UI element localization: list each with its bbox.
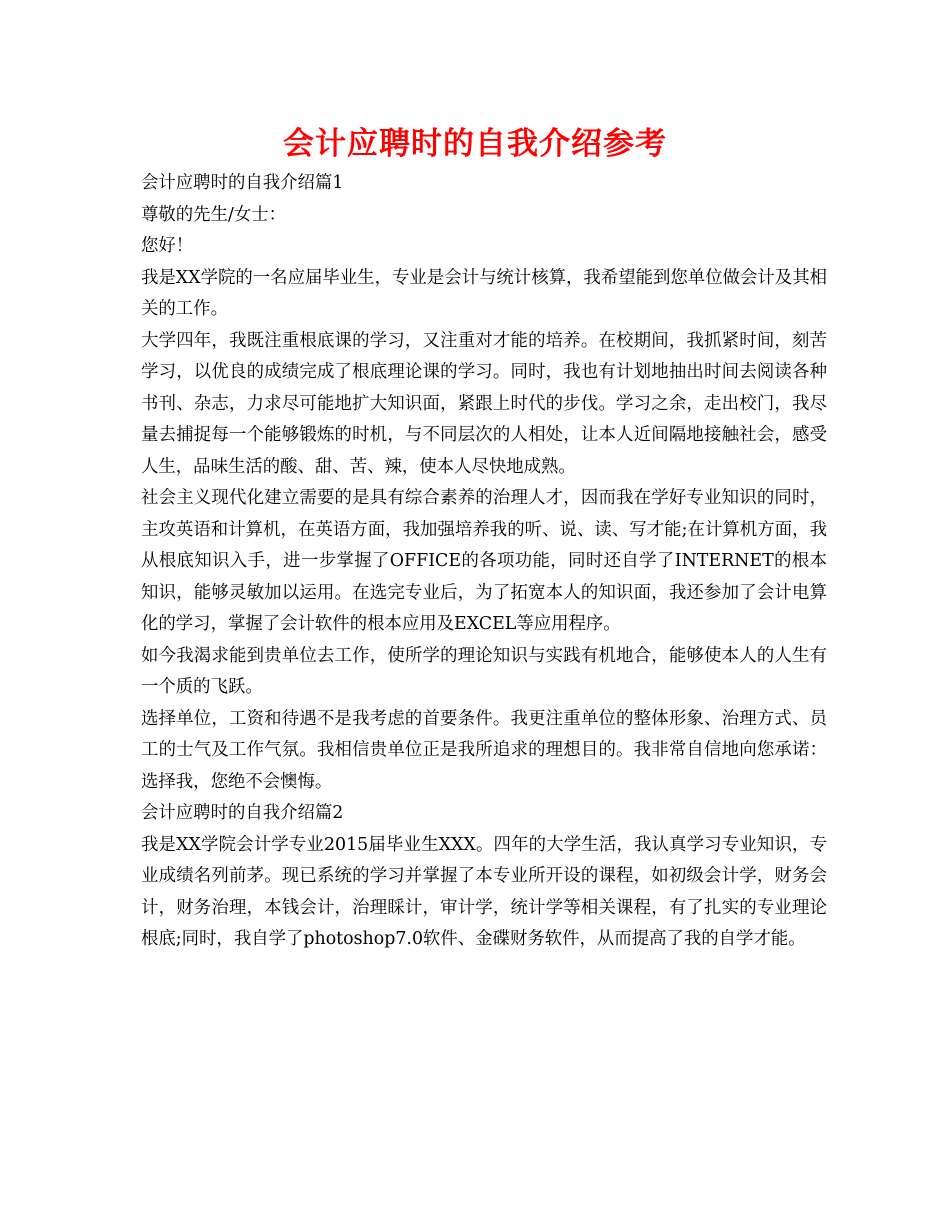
paragraph: 我是XX学院的一名应届毕业生，专业是会计与统计核算，我希望能到您单位做会计及其相关的工作。 [141,267,827,319]
greeting: 您好！ [141,236,194,256]
paragraph: 大学四年，我既注重根底课的学习，又注重对才能的培养。在校期间，我抓紧时间，刻苦学习，以优良的成绩完成了根底理论课的学习。同时，我也有计划地抽出时间去阅读各种书刊、杂志，力求尽可能地扩大知识面，紧跟上时代的步伐。学习之余，走出校门，我尽量去捕捉每一个能够锻炼的时机，与不同层次的人相处，让本人近间隔地接触社会，感受人生，品味生活的酸、甜、苦、辣，使本人尽快地成熟。 [141,330,827,477]
section-heading-1: 会计应聘时的自我介绍篇1 [141,173,344,193]
paragraph: 社会主义现代化建立需要的是具有综合素养的治理人才，因而我在学好专业知识的同时，主攻英语和计算机，在英语方面，我加强培养我的听、说、读、写才能;在计算机方面，我从根底知识入手，进一步掌握了OFFICE的各项功能，同时还自学了INTERNET的根本知识，能够灵敏加以运用。在选完专业后，为了拓宽本人的知识面，我还参加了会计电算化的学习，掌握了会计软件的根本应用及EXCEL等应用程序。 [141,488,827,634]
document-title: 会计应聘时的自我介绍参考 [283,126,667,162]
salutation: 尊敬的先生/女士： [141,204,286,225]
paragraph: 选择单位，工资和待遇不是我考虑的首要条件。我更注重单位的整体形象、治理方式、员工的士气及工作气氛。我相信贵单位正是我所追求的理想目的。我非常自信地向您承诺：选择我，您绝不会懊悔。 [141,708,827,792]
paragraph: 如今我渴求能到贵单位去工作，使所学的理论知识与实践有机地合，能够使本人的人生有一个质的飞跃。 [141,645,827,697]
paragraph: 我是XX学院会计学专业2015届毕业生XXX。四年的大学生活，我认真学习专业知识，专业成绩名列前茅。现已系统的学习并掌握了本专业所开设的课程，如初级会计学，财务会计，财务治理，本钱会计，治理睬计，审计学，统计学等相关课程，有了扎实的专业理论根底;同时，我自学了photoshop7.0软件、金碟财务软件，从而提高了我的自学才能。 [141,834,827,949]
document-body [141,168,827,956]
section-heading-2: 会计应聘时的自我介绍篇2 [141,803,344,823]
